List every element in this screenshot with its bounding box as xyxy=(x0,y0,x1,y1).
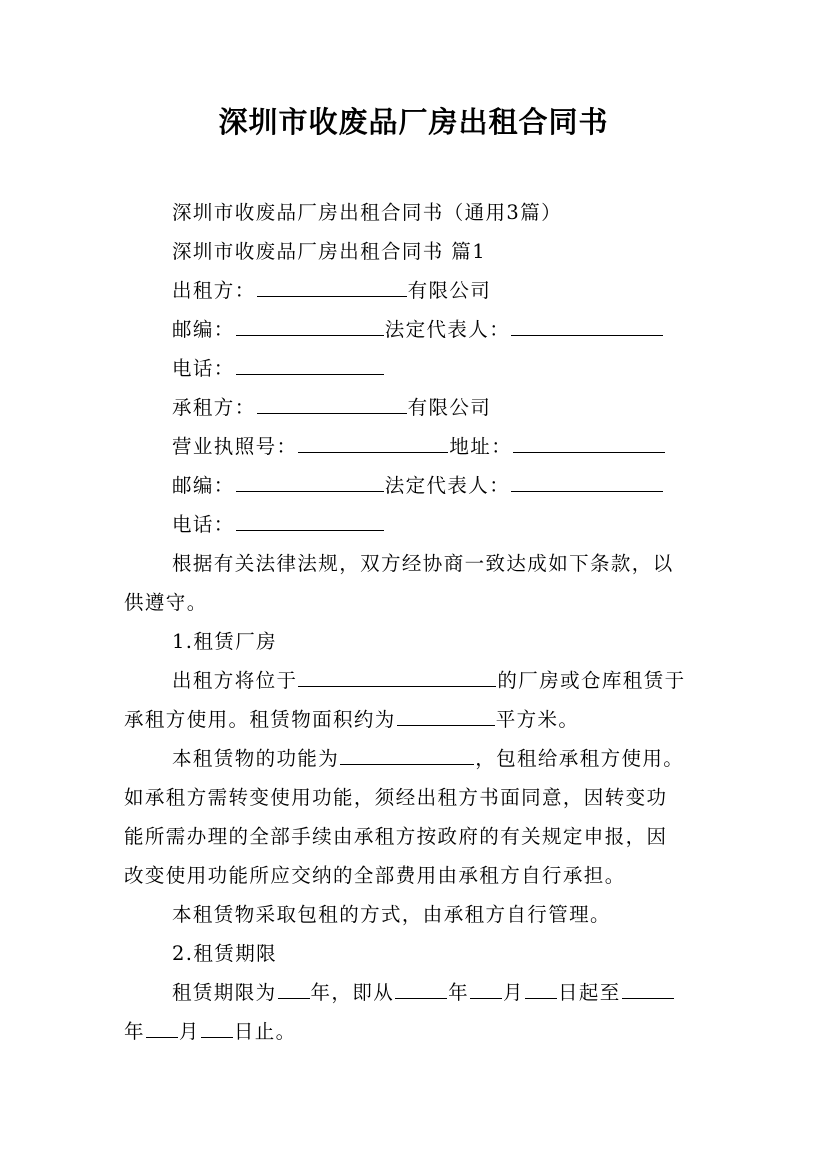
lessor-suffix: 有限公司 xyxy=(407,279,492,302)
lessee-line xyxy=(124,388,709,427)
lessee-postcode-line xyxy=(124,466,709,505)
sec2-text-d: 日起至 xyxy=(557,981,621,1004)
lessee-suffix: 有限公司 xyxy=(407,396,492,419)
lessee-phone-line xyxy=(124,505,709,544)
postcode-blank xyxy=(236,317,384,336)
sec1-p2-line-3: 能所需办理的全部手续由承租方按政府的有关规定申报，因 xyxy=(124,825,668,848)
license-label: 营业执照号： xyxy=(172,435,298,458)
sec1-p1-text-a: 出租方将位于 xyxy=(172,669,298,692)
end-month-blank xyxy=(146,1019,178,1038)
sec2-line-2 xyxy=(124,1012,709,1051)
sec2-text-year: 年，即从 xyxy=(310,981,395,1004)
intro-line-a: 根据有关法律法规，双方经协商一致达成如下条款，以 xyxy=(172,552,674,575)
intro-line-b: 供遵守。 xyxy=(124,591,208,614)
sec2-text-a: 租赁期限为 xyxy=(172,981,277,1004)
postcode-label: 邮编： xyxy=(172,318,235,341)
legal-rep-blank-2 xyxy=(511,473,663,492)
start-day-blank xyxy=(525,980,557,999)
sec1-p2-text-b: ，包租给承租方使用。 xyxy=(475,747,685,770)
sec2-text-y2: 年 xyxy=(448,981,470,1004)
end-day-blank xyxy=(201,1019,233,1038)
sec1-p2-line-1 xyxy=(124,739,709,778)
end-year-blank xyxy=(622,980,674,999)
sec1-p1-line-2 xyxy=(124,700,709,739)
start-year-blank xyxy=(395,980,447,999)
lessor-postcode-line xyxy=(124,310,709,349)
phone-label-2: 电话： xyxy=(172,513,235,536)
license-line xyxy=(124,427,709,466)
lessor-blank xyxy=(257,278,407,297)
lessee-label: 承租方： xyxy=(172,396,256,419)
years-blank xyxy=(278,980,310,999)
legal-rep-label: 法定代表人： xyxy=(384,318,511,341)
section-2-title: 2.租赁期限 xyxy=(172,942,278,965)
phone-label: 电话： xyxy=(172,357,235,380)
sec2-text-end: 日止。 xyxy=(233,1020,297,1043)
lessor-phone-line xyxy=(124,349,709,388)
function-blank xyxy=(340,746,474,765)
sec1-p2-line-4: 改变使用功能所应交纳的全部费用由承租方自行承担。 xyxy=(124,864,626,887)
license-blank xyxy=(298,434,448,453)
legal-rep-blank xyxy=(511,317,663,336)
sec1-p1-text-c: 承租方使用。租赁物面积约为 xyxy=(124,708,396,731)
sec2-text-m: 月 xyxy=(503,981,524,1004)
location-blank xyxy=(298,668,496,687)
sec2-line-1 xyxy=(124,973,709,1012)
sec1-p1-text-d: 平方米。 xyxy=(495,708,580,731)
lessee-blank xyxy=(257,395,407,414)
document-body xyxy=(124,193,709,1051)
sec1-p2-line-2: 如承租方需转变使用功能，须经出租方书面同意，因转变功 xyxy=(124,786,668,809)
address-blank xyxy=(513,434,665,453)
sec1-p1-line-1 xyxy=(124,661,709,700)
phone-blank xyxy=(236,356,384,375)
phone-blank-2 xyxy=(236,512,384,531)
area-blank xyxy=(397,707,495,726)
subtitle-line: 深圳市收废品厂房出租合同书（通用3篇） xyxy=(172,201,563,224)
sec1-p2-text-a: 本租赁物的功能为 xyxy=(172,747,340,770)
legal-rep-label-2: 法定代表人： xyxy=(384,474,511,497)
start-month-blank xyxy=(470,980,502,999)
postcode-label-2: 邮编： xyxy=(172,474,235,497)
address-label: 地址： xyxy=(449,435,513,458)
postcode-blank-2 xyxy=(236,473,384,492)
lessor-line xyxy=(124,271,709,310)
chapter-heading: 深圳市收废品厂房出租合同书 篇1 xyxy=(172,240,487,263)
sec1-p3: 本租赁物采取包租的方式，由承租方自行管理。 xyxy=(172,903,611,926)
document-title: 深圳市收废品厂房出租合同书 xyxy=(218,105,609,139)
sec2-text-m2: 月 xyxy=(178,1020,200,1043)
section-1-title: 1.租赁厂房 xyxy=(172,630,278,653)
lessor-label: 出租方： xyxy=(172,279,256,302)
sec1-p1-text-b: 的厂房或仓库租赁于 xyxy=(497,669,686,692)
sec2-text-y3: 年 xyxy=(124,1020,145,1043)
